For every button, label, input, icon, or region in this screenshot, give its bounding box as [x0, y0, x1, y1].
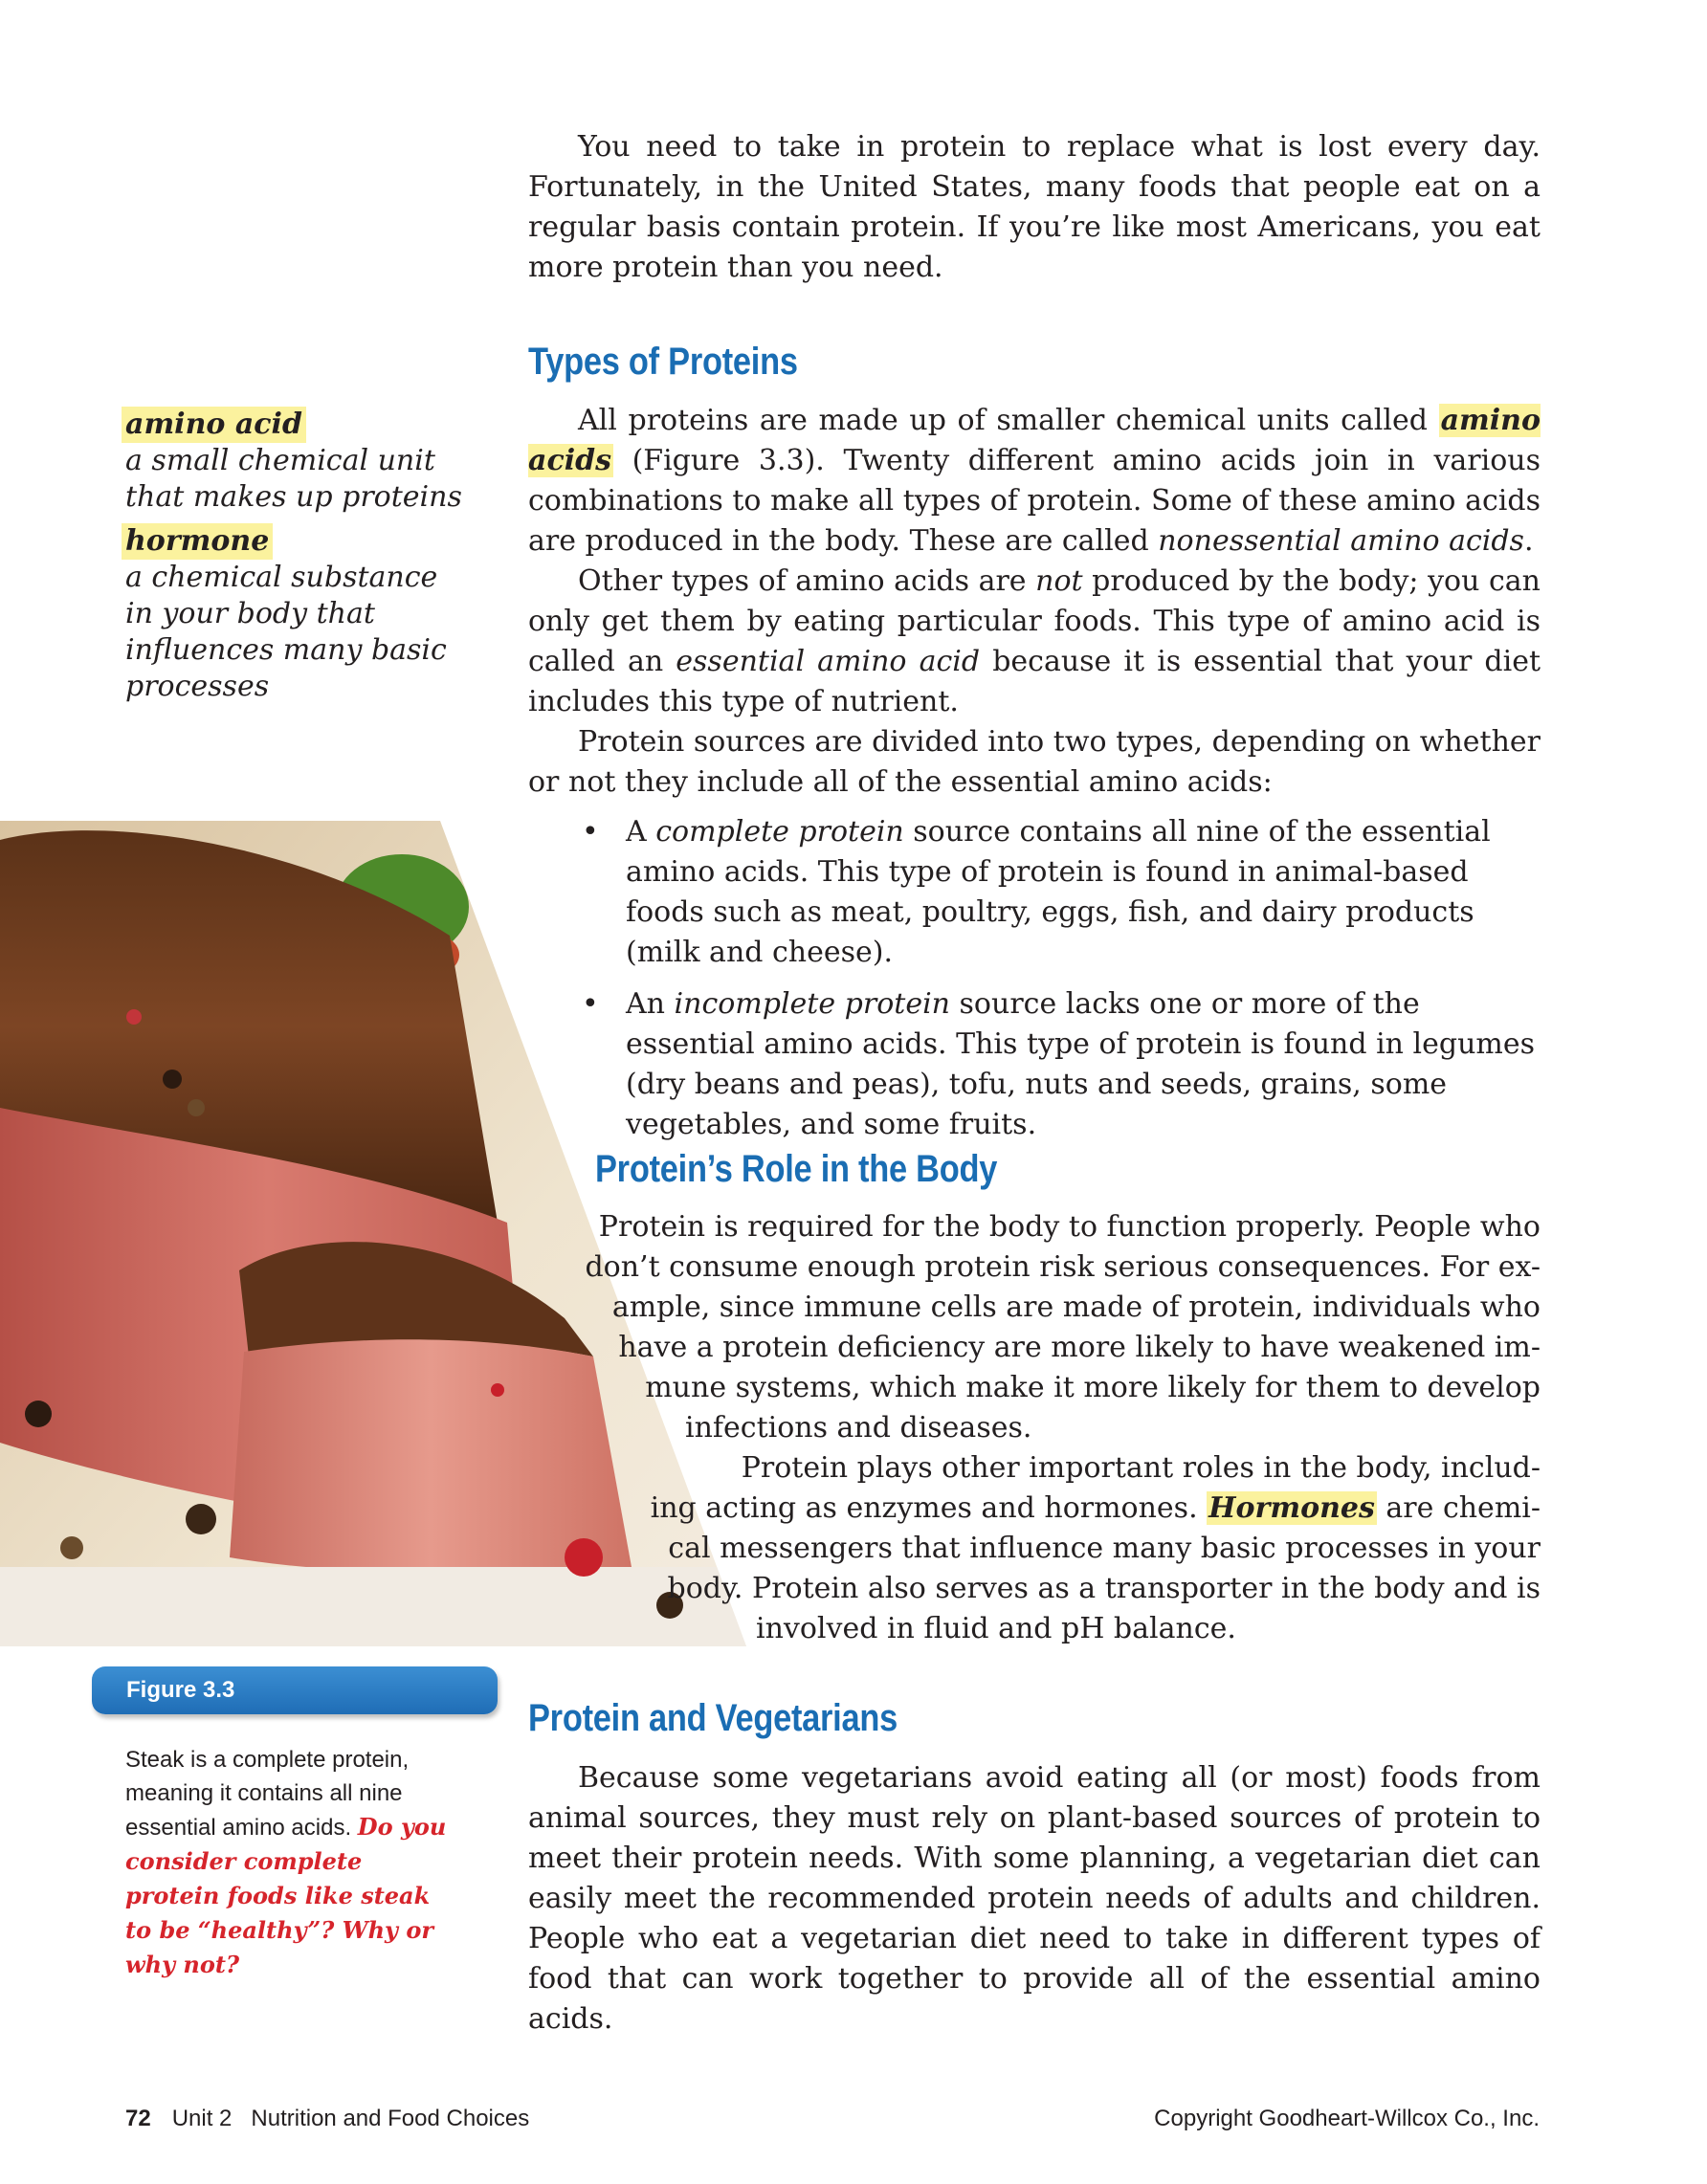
text-run: source contains all nine of the essential amino acids. This type of protein is found in animal-based foods such as meat, poultry, eggs, fish, and dairy products (milk and cheese). — [626, 815, 1491, 969]
types-paragraph-1 — [528, 401, 1541, 562]
veg-heading: Protein and Vegetarians — [528, 1697, 898, 1739]
glossary-sidebar — [125, 407, 470, 713]
text-line: don’t consume enough protein risk serious consequences. For ex- — [585, 1250, 1541, 1284]
term-incomplete-protein: incomplete protein — [674, 987, 950, 1021]
text-run: produced by the body; you can only get them by eating particular foods. This type of amino acid is called an — [528, 564, 1541, 678]
page-number: 72 — [125, 2106, 151, 2131]
unit-title: Unit 2 Nutrition and Food Choices — [171, 2106, 530, 2131]
text-run: because it is essential that your diet includes this type of nutrient. — [528, 645, 1541, 718]
role-heading: Protein’s Role in the Body — [595, 1148, 998, 1190]
figure-label: Figure 3.3 — [92, 1666, 498, 1714]
text-line: infections and diseases. — [685, 1411, 1032, 1445]
text-run: A — [626, 815, 656, 849]
bullet-icon: • — [582, 987, 599, 1021]
glossary-term: amino acid — [122, 407, 306, 443]
term-hormones: Hormones — [1208, 1491, 1375, 1525]
copyright: Copyright Goodheart-Willcox Co., Inc. — [1154, 2106, 1540, 2131]
text-run: Other types of amino acids are — [578, 564, 1036, 598]
text-run: source lacks one or more of the essential amino acids. This type of protein is found in legumes (dry beans and peas), tofu, nuts and seeds, grains, some vegetables, and some fruits. — [626, 987, 1536, 1141]
text-run: (Figure 3.3). Twenty different amino acids join in various combinations to make all types of protein. Some of these amino acids are produced in the body. These are called — [528, 444, 1541, 558]
caption-question: Do you consider complete protein foods like steak to be “healthy”? Why or why not? — [125, 1813, 447, 1978]
term-nonessential: nonessential amino acids — [1158, 524, 1524, 558]
veg-section — [528, 1758, 1541, 2040]
figure-caption — [125, 1743, 462, 1982]
text-line: Protein plays other important roles in the body, includ- — [741, 1451, 1541, 1485]
emphasis-not: not — [1035, 564, 1083, 598]
types-heading: Types of Proteins — [528, 341, 798, 383]
role-section — [0, 1207, 1541, 1649]
text-line — [0, 1489, 1541, 1529]
intro-paragraph: You need to take in protein to replace what is lost every day. Fortunately, in the United States, many foods that people eat on a regular basis contain protein. If you’re like most Americans, you eat more protein than you need. — [528, 130, 1541, 284]
term-amino-acids: amino acids — [528, 404, 1541, 477]
text-line: ample, since immune cells are made of protein, individuals who — [611, 1291, 1541, 1324]
types-paragraph-2 — [528, 562, 1541, 722]
text-run: . — [1523, 524, 1534, 558]
glossary-entry — [125, 407, 470, 516]
intro-section — [528, 127, 1541, 288]
text-run: ing acting as enzymes and hormones. — [650, 1491, 1198, 1525]
text-run: are chemi- — [1386, 1491, 1541, 1525]
role-paragraph-2 — [0, 1448, 1541, 1649]
footer-left — [125, 2105, 529, 2133]
term-essential: essential amino acid — [676, 645, 981, 678]
role-paragraph-1 — [0, 1207, 1541, 1448]
term-complete-protein: complete protein — [655, 815, 904, 849]
bullet-icon: • — [582, 815, 599, 849]
glossary-entry — [125, 523, 470, 705]
text-line: involved in fluid and pH balance. — [756, 1612, 1236, 1645]
glossary-definition: a small chemical unit that makes up proteins — [125, 444, 462, 514]
text-line: cal messengers that influence many basic processes in your — [668, 1532, 1541, 1565]
text-run: An — [626, 987, 675, 1021]
text-line: have a protein deficiency are more likely to have weakened im- — [618, 1331, 1541, 1364]
glossary-term: hormone — [122, 523, 273, 560]
text-line: Protein is required for the body to function properly. People who — [598, 1210, 1541, 1244]
caption-text: Steak is a complete protein, meaning it contains all nine essential amino acids. — [125, 1747, 410, 1841]
types-paragraph-3: Protein sources are divided into two types, depending on whether or not they include all of the essential amino acids: — [528, 725, 1541, 799]
glossary-definition: a chemical substance in your body that influences many basic processes — [125, 561, 447, 703]
text-line: mune systems, which make it more likely for them to develop — [645, 1371, 1541, 1404]
text-line: body. Protein also serves as a transporter in the body and is — [667, 1572, 1541, 1605]
veg-paragraph: Because some vegetarians avoid eating all (or most) foods from animal sources, they must rely on plant-based sources of protein to meet their protein needs. With some planning, a vegetarian diet can easily meet the recommended protein needs of adults and children. People who eat a vegetarian diet need to take in different types of food that can work together to provide all of the essential amino acids. — [528, 1761, 1541, 2036]
text-run: All proteins are made up of smaller chemical units called — [578, 404, 1439, 437]
